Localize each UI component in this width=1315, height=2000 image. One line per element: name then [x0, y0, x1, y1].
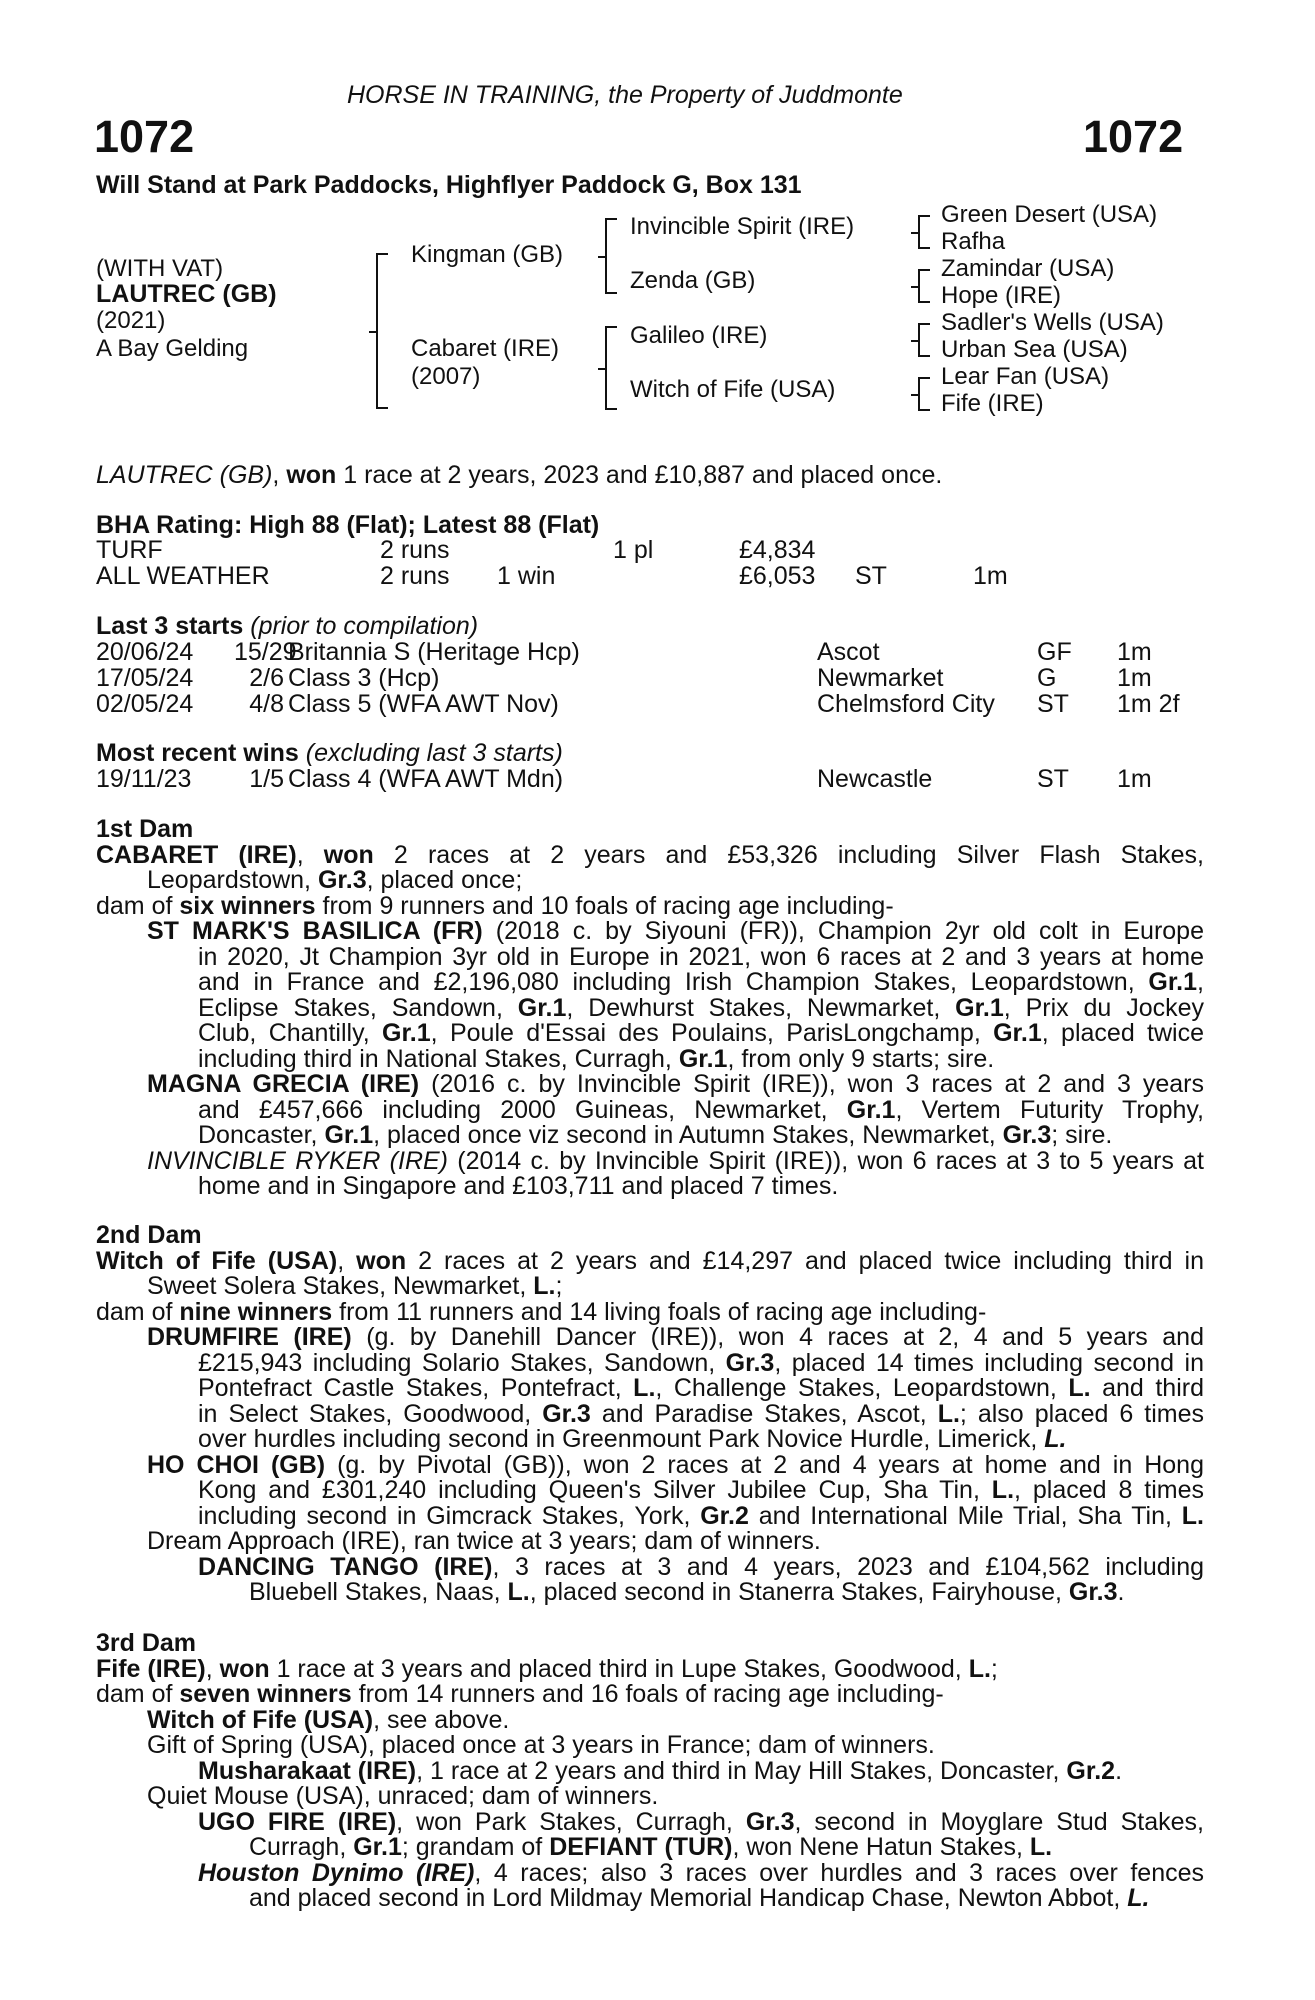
- produce-line: and placed second in Lord Mildmay Memorial Handicap Chase, Newton Abbot, L.: [249, 1884, 1150, 1912]
- dam-line: Leopardstown, Gr.3, placed once;: [147, 866, 523, 894]
- produce-line: Doncaster, Gr.1, placed once viz second in Autumn Stakes, Newmarket, Gr.3; sire.: [198, 1121, 1113, 1149]
- produce-line: in 2020, Jt Champion 3yr old in Europe in 2021, won 6 races at 2 and 3 years at home: [198, 942, 1204, 971]
- pedigree-brace-sire: [605, 218, 617, 294]
- lot-number-right: 1072: [1083, 111, 1184, 162]
- section-heading: 3rd Dam: [96, 1629, 197, 1657]
- produce-line: Dream Approach (IRE), ran twice at 3 years; dam of winners.: [147, 1527, 821, 1555]
- produce-line: MAGNA GRECIA (IRE) (2016 c. by Invincible Spirit (IRE)), won 3 races at 2 and 3 years: [147, 1070, 1204, 1098]
- second-dam-section: [96, 1223, 1204, 1606]
- produce-line: including second in Gimcrack Stakes, York, Gr.2 and International Mile Trial, Sha Tin, L.: [198, 1501, 1204, 1530]
- pedigree-dam: Cabaret (IRE): [411, 335, 560, 362]
- pedigree-dam-sire: Galileo (IRE): [630, 322, 768, 349]
- produce-line: Pontefract Castle Stakes, Pontefract, L., Challenge Stakes, Leopardstown, L. and third: [198, 1374, 1204, 1402]
- produce-line: home and in Singapore and £103,711 and placed 7 times.: [198, 1172, 839, 1200]
- pedigree-brace-ds: [918, 323, 930, 357]
- racing-summary: LAUTREC (GB), won 1 race at 2 years, 2023 and £10,887 and placed once.: [96, 461, 943, 489]
- horse-year: (2021): [96, 307, 166, 334]
- recent-wins-heading: Most recent wins (excluding last 3 starts): [96, 739, 563, 767]
- last-starts-heading: Last 3 starts (prior to compilation): [96, 612, 479, 640]
- pedigree-sire-dam: Zenda (GB): [630, 267, 756, 294]
- produce-line: and £457,666 including 2000 Guineas, Newmarket, Gr.1, Vertem Futurity Trophy,: [198, 1095, 1204, 1124]
- lot-number-left: 1072: [94, 111, 195, 162]
- pedigree-ddd: Fife (IRE): [941, 390, 1044, 417]
- dam-line: dam of six winners from 9 runners and 10 foals of racing age including-: [96, 891, 894, 920]
- dam-line: dam of nine winners from 11 runners and 14 living foals of racing age including-: [96, 1297, 987, 1326]
- produce-line: including third in National Stakes, Curragh, Gr.1, from only 9 starts; sire.: [198, 1044, 995, 1073]
- dam-line: CABARET (IRE), won 2 races at 2 years and £53,326 including Silver Flash Stakes,: [96, 840, 1204, 869]
- produce-line: ST MARK'S BASILICA (FR) (2018 c. by Siyouni (FR)), Champion 2yr old colt in Europe: [147, 917, 1204, 945]
- produce-line: Curragh, Gr.1; grandam of DEFIANT (TUR), won Nene Hatun Stakes, L.: [249, 1833, 1053, 1861]
- pedigree-dss: Sadler's Wells (USA): [941, 309, 1164, 336]
- pedigree-sdd: Hope (IRE): [941, 282, 1062, 309]
- horse-name: LAUTREC (GB): [96, 280, 277, 308]
- first-dam-section: [96, 817, 1204, 1200]
- produce-line: DANCING TANGO (IRE), 3 races at 3 and 4 years, 2023 and £104,562 including: [198, 1552, 1204, 1581]
- produce-line: Bluebell Stakes, Naas, L., placed second in Stanerra Stakes, Fairyhouse, Gr.3.: [249, 1578, 1125, 1606]
- dam-line: Witch of Fife (USA), won 2 races at 2 years and £14,297 and placed twice including third in: [96, 1246, 1204, 1275]
- pedigree-dam-year: (2007): [411, 363, 481, 390]
- pedigree-brace-ss: [918, 215, 930, 249]
- pedigree-brace-dd: [918, 377, 930, 411]
- dam-line: Fife (IRE), won 1 race at 3 years and placed third in Lupe Stakes, Goodwood, L.;: [96, 1654, 998, 1683]
- horse-description: A Bay Gelding: [96, 335, 249, 362]
- produce-line: over hurdles including second in Greenmount Park Novice Hurdle, Limerick, L.: [198, 1425, 1067, 1453]
- bha-rating-heading: BHA Rating: High 88 (Flat); Latest 88 (Flat): [96, 511, 600, 539]
- pedigree-sds: Zamindar (USA): [941, 255, 1115, 282]
- pedigree-brace-sd: [918, 269, 930, 303]
- pedigree-dds: Lear Fan (USA): [941, 363, 1110, 390]
- produce-line: HO CHOI (GB) (g. by Pivotal (GB)), won 2 races at 2 and 4 years at home and in Hong: [147, 1450, 1204, 1479]
- produce-line: Eclipse Stakes, Sandown, Gr.1, Dewhurst Stakes, Newmarket, Gr.1, Prix du Jockey: [198, 993, 1205, 1022]
- section-heading: 2nd Dam: [96, 1221, 202, 1249]
- pedigree-sire-sire: Invincible Spirit (IRE): [630, 213, 855, 240]
- produce-line: UGO FIRE (IRE), won Park Stakes, Curragh, Gr.3, second in Moyglare Stud Stakes,: [198, 1807, 1204, 1836]
- produce-line: Kong and £301,240 including Queen's Silver Jubilee Cup, Sha Tin, L., placed 8 times: [198, 1476, 1204, 1504]
- produce-line: Gift of Spring (USA), placed once at 3 years in France; dam of winners.: [147, 1731, 935, 1759]
- pedigree-dsd: Urban Sea (USA): [941, 336, 1128, 363]
- dam-line: dam of seven winners from 14 runners and 16 foals of racing age including-: [96, 1680, 944, 1708]
- produce-line: £215,943 including Solario Stakes, Sandown, Gr.3, placed 14 times including second in: [198, 1348, 1204, 1377]
- third-dam-section: [96, 1631, 1204, 1912]
- dam-line: Sweet Solera Stakes, Newmarket, L.;: [147, 1272, 563, 1300]
- produce-line: INVINCIBLE RYKER (IRE) (2014 c. by Invincible Spirit (IRE)), won 6 races at 3 to 5 years at: [147, 1146, 1204, 1175]
- pedigree-ssd: Rafha: [941, 228, 1006, 255]
- section-heading: 1st Dam: [96, 815, 194, 843]
- catalogue-subtitle: HORSE IN TRAINING, the Property of Juddmonte: [347, 81, 903, 109]
- produce-line: and in France and £2,196,080 including Irish Champion Stakes, Leopardstown, Gr.1,: [198, 968, 1204, 996]
- produce-line: Quiet Mouse (USA), unraced; dam of winners.: [147, 1782, 659, 1810]
- pedigree-brace-main: [376, 253, 388, 409]
- produce-line: DRUMFIRE (IRE) (g. by Danehill Dancer (IRE)), won 4 races at 2, 4 and 5 years and: [147, 1323, 1204, 1351]
- pedigree-brace-dam: [605, 326, 617, 410]
- pedigree-dam-dam: Witch of Fife (USA): [630, 376, 836, 403]
- pedigree-sire: Kingman (GB): [411, 241, 564, 268]
- produce-line: Club, Chantilly, Gr.1, Poule d'Essai des Poulains, ParisLongchamp, Gr.1, placed twice: [198, 1019, 1205, 1047]
- pedigree-sss: Green Desert (USA): [941, 201, 1158, 228]
- produce-line: Houston Dynimo (IRE), 4 races; also 3 races over hurdles and 3 races over fences: [198, 1858, 1204, 1887]
- stand-location: Will Stand at Park Paddocks, Highflyer Paddock G, Box 131: [96, 171, 802, 199]
- produce-line: Musharakaat (IRE), 1 race at 2 years and third in May Hill Stakes, Doncaster, Gr.2.: [198, 1756, 1123, 1785]
- produce-line: in Select Stakes, Goodwood, Gr.3 and Paradise Stakes, Ascot, L.; also placed 6 times: [198, 1399, 1205, 1428]
- produce-line: Witch of Fife (USA), see above.: [147, 1705, 510, 1734]
- vat-note: (WITH VAT): [96, 255, 224, 282]
